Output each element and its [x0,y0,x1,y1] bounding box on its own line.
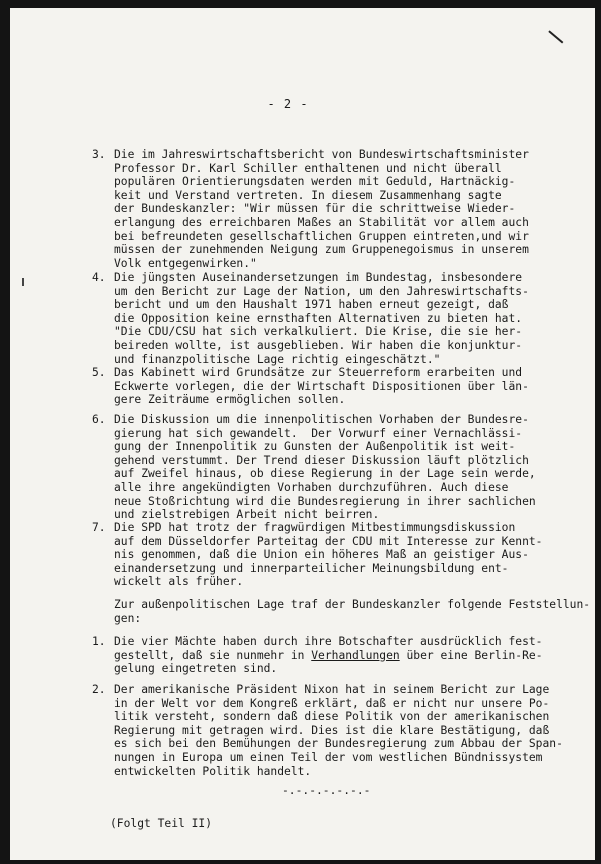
text-line: Volk entgegenwirken." [114,256,257,270]
text-segment: gestellt, daß sie nunmehr in [114,648,312,662]
item-number: 7. [92,521,106,534]
text-line: populären Orientierungsdaten werden mit Geduld, Hartnäckig- [114,175,516,189]
document-page [10,8,595,860]
item-number: 4. [92,271,106,284]
item-text [114,521,574,589]
margin-scan-mark [22,278,24,286]
item-number: 3. [92,148,106,161]
text-line: Die jüngsten Auseinandersetzungen im Bundestag, insbesondere [114,271,523,284]
text-line: litik versteht, sondern daß diese Politik von der amerikanischen [114,710,550,724]
text-line: gung der Innenpolitik zu Gunsten der Außenpolitik ist weit- [114,440,516,454]
item-text [114,148,574,270]
text-line: auf Zweifel hinaus, ob diese Regierung in der Lage sein werde, [114,467,536,481]
item-text [114,683,574,778]
item-text [114,413,574,522]
text-line: Das Kabinett wird Grundsätze zur Steuerreform erarbeiten und [114,366,523,379]
item-number: 2. [92,683,106,696]
text-line: gierung hat sich gewandelt. Der Vorwurf einer Vernachlässi- [114,426,523,440]
text-line: alle ihre angekündigten Vorhaben durchzuführen. Auch diese [114,480,509,494]
text-line: neue Stoßrichtung wird die Bundesregierung in ihrer sachlichen [114,494,536,508]
text-line: müssen der zunehmenden Neigung zum Gruppenegoismus in unserem [114,243,529,257]
text-line: und finanzpolitische Lage richtig eingeschätzt." [114,352,441,366]
text-line: Zur außenpolitischen Lage traf der Bundeskanzler folgende Feststellun- [114,598,591,611]
text-line: entwickelten Politik handelt. [114,764,312,778]
item-text [114,635,574,676]
text-line: die Opposition keine ernsthaften Alternativen zu bieten hat. [114,311,523,325]
item-number: 5. [92,366,106,379]
text-line: Professor Dr. Karl Schiller enthaltenen und nicht überall [114,161,502,175]
text-line: auf dem Düsseldorfer Parteitag der CDU mit Interesse zur Kennt- [114,534,543,548]
continuation-note: (Folgt Teil II) [110,817,213,830]
text-line: keit und Verstand vertreten. In diesem Zusammenhang sagte [114,188,502,202]
text-line: Die vier Mächte haben durch ihre Botschafter ausdrücklich fest- [114,635,543,648]
text-line: gelung eingetreten sind. [114,662,278,676]
text-line: es sich bei den Bemühungen der Bundesregierung zum Abbau der Span- [114,737,563,751]
text-line: Eckwerte vorlegen, die der Wirtschaft Dispositionen über län- [114,379,529,393]
item-number: 6. [92,413,106,426]
text-line: der Bundeskanzler: "Wir müssen für die schrittweise Wieder- [114,202,516,216]
text-line: Die Diskussion um die innenpolitischen Vorhaben der Bundesre- [114,413,529,426]
text-line: und zielstrebigen Arbeit nicht beirren. [114,508,380,522]
text-line: gere Zeiträume ermöglichen sollen. [114,393,346,407]
text-segment: über eine Berlin-Re- [399,648,543,662]
text-line: gen: [114,611,142,625]
page-number: - 2 - [267,97,309,111]
text-line: Die SPD hat trotz der fragwürdigen Mitbestimmungsdiskussion [114,521,516,534]
corner-scan-mark [549,30,564,43]
text-line: um den Bericht zur Lage der Nation, um den Jahreswirtschafts- [114,284,529,298]
text-line: wickelt als früher. [114,575,244,589]
item-number: 1. [92,635,106,648]
text-line: Der amerikanische Präsident Nixon hat in seinem Bericht zur Lage [114,683,550,696]
separator-line: -.-.-.-.-.-.- [282,784,371,797]
section-intro [114,598,590,625]
text-line: erlangung des erreichbaren Maßes an Stabilität vor allem auch [114,215,529,229]
text-line: nungen in Europa um einen Teil der vom westlichen Bündnissystem [114,750,543,764]
text-line: "Die CDU/CSU hat sich verkalkuliert. Die Krise, die sie her- [114,325,523,339]
item-text [114,271,574,366]
text-line: einandersetzung und innerparteilicher Meinungsbildung ent- [114,561,509,575]
text-line: Die im Jahreswirtschaftsbericht von Bundeswirtschaftsminister [114,148,529,161]
text-line: in der Welt vor dem Kongreß erklärt, daß er nicht nur unsere Po- [114,696,550,710]
text-line: beireden wollte, ist ausgeblieben. Wir haben die konjunktur- [114,338,523,352]
text-line: Regierung mit getragen wird. Dies ist die klare Bestätigung, daß [114,723,550,737]
text-line: bei befreundeten gesellschaftlichen Gruppen eintreten,und wir [114,229,529,243]
text-line: bericht und um den Haushalt 1971 haben erneut gezeigt, daß [114,298,509,312]
underlined-phrase: Verhandlungen [311,648,400,662]
text-line: gehend verstummt. Der Trend dieser Diskussion läuft plötzlich [114,453,529,467]
text-line [114,649,574,663]
text-line: nis genommen, daß die Union ein höheres Maß an geistiger Aus- [114,548,529,562]
item-text [114,366,574,407]
